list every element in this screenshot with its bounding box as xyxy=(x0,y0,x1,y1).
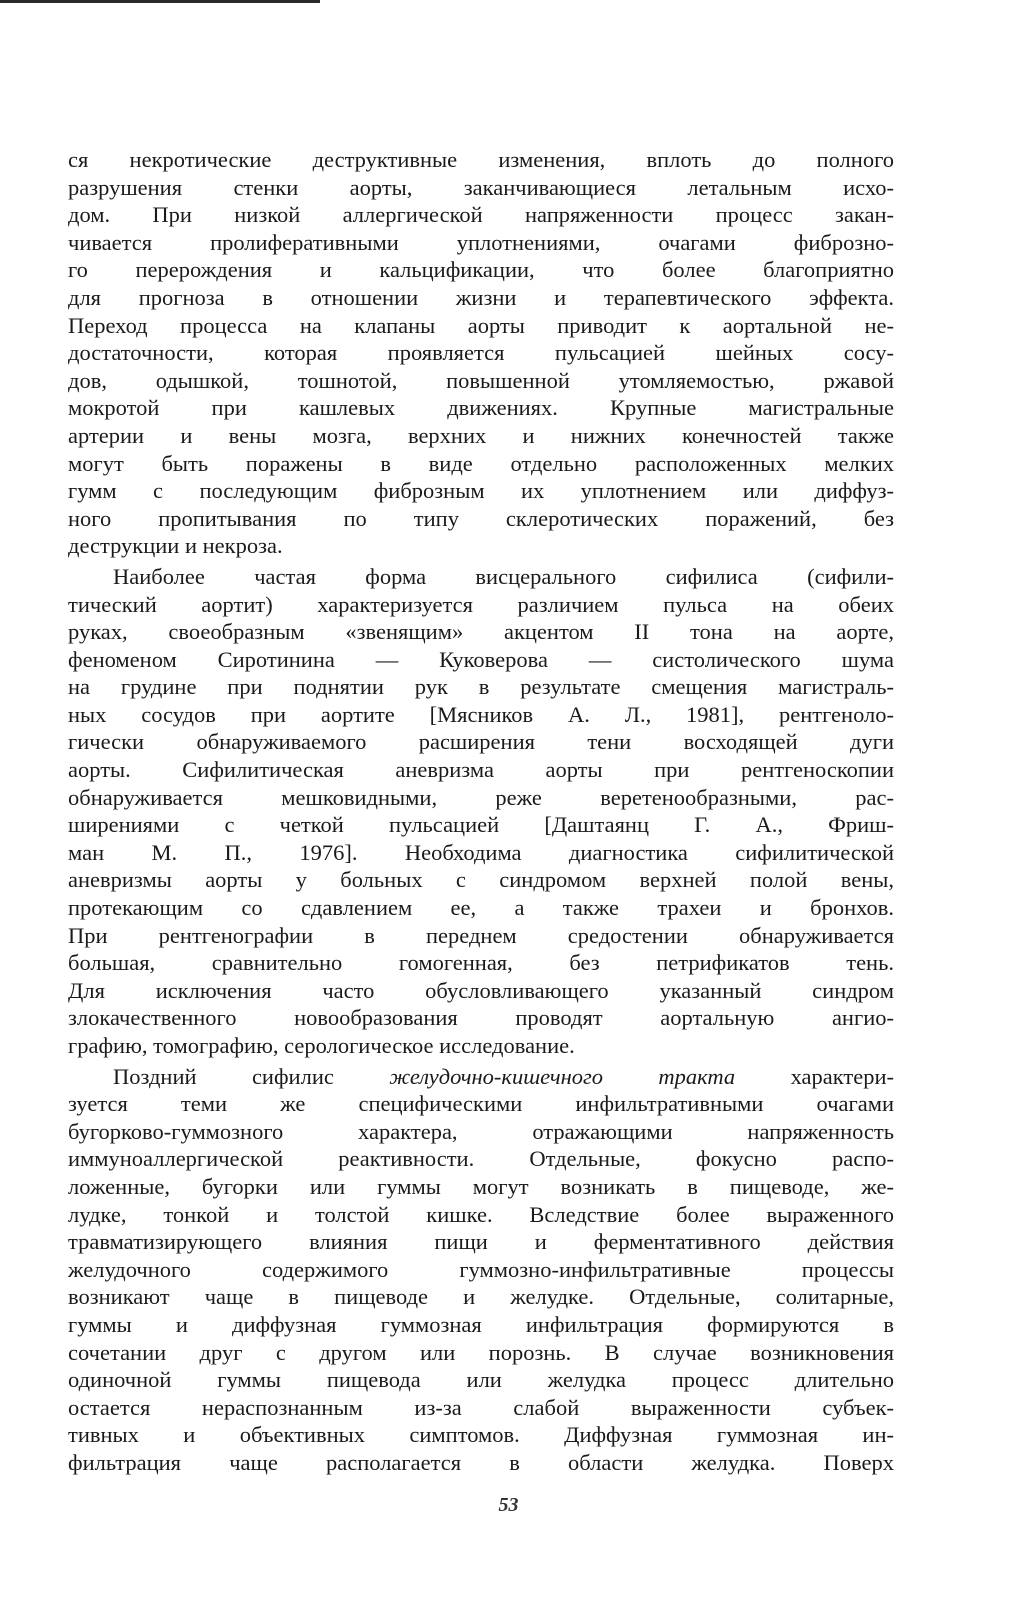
text-line-content: возникают чаще в пищеводе и желудке. Отдельные, солитарные, xyxy=(68,1284,894,1310)
text-line xyxy=(68,201,894,229)
text-line xyxy=(68,1173,894,1201)
text-line-content: протекающим со сдавлением ее, а также трахеи и бронхов. xyxy=(68,895,894,921)
text-line xyxy=(68,1366,894,1394)
text-line xyxy=(68,1421,894,1449)
text-line xyxy=(68,256,894,284)
text-line-content: чивается пролиферативными уплотнениями, очагами фиброзно- xyxy=(68,229,894,255)
text-line-content: бугорково-гуммозного характера, отражающими напряженность xyxy=(68,1118,894,1144)
text-line xyxy=(68,477,894,505)
text-line-content: могут быть поражены в виде отдельно расположенных мелких xyxy=(68,450,894,476)
text-line xyxy=(68,646,894,674)
text-line-content: тический аортит) характеризуется различием пульса на обеих xyxy=(68,591,894,617)
text-line-content: аневризмы аорты у больных с синдромом верхней полой вены, xyxy=(68,867,894,893)
text-line-content: одиночной гуммы пищевода или желудка процесс длительно xyxy=(68,1367,894,1393)
text-line-tail: характери- xyxy=(735,1063,894,1089)
text-line-content: аорты. Сифилитическая аневризма аорты при рентгеноскопии xyxy=(68,757,894,783)
text-line-content: ся некротические деструктивные изменения, вплоть до полного xyxy=(68,147,894,172)
text-line-content: травматизирующего влияния пищи и ферментативного действия xyxy=(68,1229,894,1255)
text-line xyxy=(68,1339,894,1367)
text-line xyxy=(68,174,894,202)
top-rule xyxy=(0,0,320,3)
text-line-content: Переход процесса на клапаны аорты приводит к аортальной не- xyxy=(68,312,894,338)
text-line xyxy=(68,756,894,784)
text-line xyxy=(68,866,894,894)
text-line-content: на грудине при поднятии рук в результате смещения магистраль- xyxy=(68,674,894,700)
text-line-content: гически обнаруживаемого расширения тени восходящей дуги xyxy=(68,729,894,755)
text-line xyxy=(68,1063,894,1091)
text-line xyxy=(68,1394,894,1422)
text-line xyxy=(68,312,894,340)
text-line-italic: желудочно-кишечного тракта xyxy=(389,1063,736,1089)
text-line xyxy=(68,1201,894,1229)
text-line-content: дов, одышкой, тошнотой, повышенной утомляемостью, ржавой xyxy=(68,367,894,393)
text-line-content: Поздний сифилис xyxy=(113,1063,390,1089)
text-line-content: остается нераспознанным из-за слабой выраженности субъек- xyxy=(68,1394,894,1420)
text-line-content: мокротой при кашлевых движениях. Крупные магистральные xyxy=(68,395,894,421)
text-line-content: гумм с последующим фиброзным их уплотнением или диффуз- xyxy=(68,478,894,504)
text-line xyxy=(68,339,894,367)
text-line-content: графию, томографию, серологическое исследование. xyxy=(68,1033,575,1058)
text-line xyxy=(68,1004,894,1032)
text-line-content: большая, сравнительно гомогенная, без петрификатов тень. xyxy=(68,950,894,976)
text-line xyxy=(68,563,894,591)
text-line-content: При рентгенографии в переднем средостении обнаруживается xyxy=(68,922,894,948)
text-line-content: Для исключения часто обусловливающего указанный синдром xyxy=(68,977,894,1003)
text-line-content: артерии и вены мозга, верхних и нижних конечностей также xyxy=(68,422,894,448)
text-line-content: для прогноза в отношении жизни и терапевтического эффекта. xyxy=(68,284,894,310)
text-line xyxy=(68,1283,894,1311)
text-line xyxy=(68,949,894,977)
text-line-content: ман М. П., 1976]. Необходима диагностика сифилитической xyxy=(68,839,894,865)
text-line-content: го перерождения и кальцификации, что более благоприятно xyxy=(68,257,894,283)
text-line xyxy=(68,591,894,619)
text-line-content: феноменом Сиротинина — Куковерова — систолического шума xyxy=(68,646,894,672)
text-line-content: обнаруживается мешковидными, реже веретенообразными, рас- xyxy=(68,784,894,810)
text-line-content: фильтрация чаще располагается в области желудка. Поверх xyxy=(68,1449,894,1475)
text-line xyxy=(68,450,894,478)
text-line-content: сочетании друг с другом или порознь. В случае возникновения xyxy=(68,1339,894,1365)
text-line xyxy=(68,618,894,646)
text-line-content: дом. При низкой аллергической напряженности процесс закан- xyxy=(68,202,894,228)
text-line-content: желудочного содержимого гуммозно-инфильтративные процессы xyxy=(68,1256,894,1282)
page-number: 53 xyxy=(498,1494,519,1516)
text-line-content: Наиболее частая форма висцерального сифилиса (сифили- xyxy=(113,563,894,589)
text-line-content: разрушения стенки аорты, заканчивающиеся летальным исхо- xyxy=(68,174,894,200)
text-line xyxy=(68,284,894,312)
text-line xyxy=(68,673,894,701)
text-line-content: достаточности, которая проявляется пульсацией шейных сосу- xyxy=(68,340,894,366)
text-line xyxy=(68,532,894,560)
text-line xyxy=(68,1145,894,1173)
text-line-content: зуется теми же специфическими инфильтративными очагами xyxy=(68,1091,894,1117)
text-line xyxy=(68,922,894,950)
text-line xyxy=(68,505,894,533)
text-line xyxy=(68,839,894,867)
text-line-content: руках, своеобразным «звенящим» акцентом II тона на аорте, xyxy=(68,619,894,645)
text-line-content: тивных и объективных симптомов. Диффузная гуммозная ин- xyxy=(68,1422,894,1448)
text-line xyxy=(68,701,894,729)
page-body-text xyxy=(68,146,894,1477)
text-line-content: ного пропитывания по типу склеротических поражений, без xyxy=(68,505,894,531)
text-line xyxy=(68,394,894,422)
text-line-content: злокачественного новообразования проводят аортальную ангио- xyxy=(68,1005,894,1031)
text-line xyxy=(68,894,894,922)
text-line xyxy=(68,1228,894,1256)
text-line-content: ширениями с четкой пульсацией [Даштаянц Г. А., Фриш- xyxy=(68,812,894,838)
text-line xyxy=(68,367,894,395)
text-line xyxy=(68,1449,894,1477)
text-line xyxy=(68,229,894,257)
text-line xyxy=(68,728,894,756)
text-line xyxy=(68,146,894,174)
text-line xyxy=(68,977,894,1005)
text-line xyxy=(68,422,894,450)
text-line-content: гуммы и диффузная гуммозная инфильтрация формируются в xyxy=(68,1311,894,1337)
text-line-content: иммуноаллергической реактивности. Отдельные, фокусно распо- xyxy=(68,1146,894,1172)
text-line-content: деструкции и некроза. xyxy=(68,533,283,559)
text-line xyxy=(68,1311,894,1339)
text-line xyxy=(68,811,894,839)
text-line xyxy=(68,1032,894,1060)
text-line-content: ных сосудов при аортите [Мясников А. Л., 1981], рентгеноло- xyxy=(68,701,894,727)
text-line xyxy=(68,784,894,812)
text-line xyxy=(68,1090,894,1118)
text-line xyxy=(68,1256,894,1284)
text-line-content: лудке, тонкой и толстой кишке. Вследствие более выраженного xyxy=(68,1201,894,1227)
text-line-content: ложенные, бугорки или гуммы могут возникать в пищеводе, же- xyxy=(68,1173,894,1199)
text-line xyxy=(68,1118,894,1146)
